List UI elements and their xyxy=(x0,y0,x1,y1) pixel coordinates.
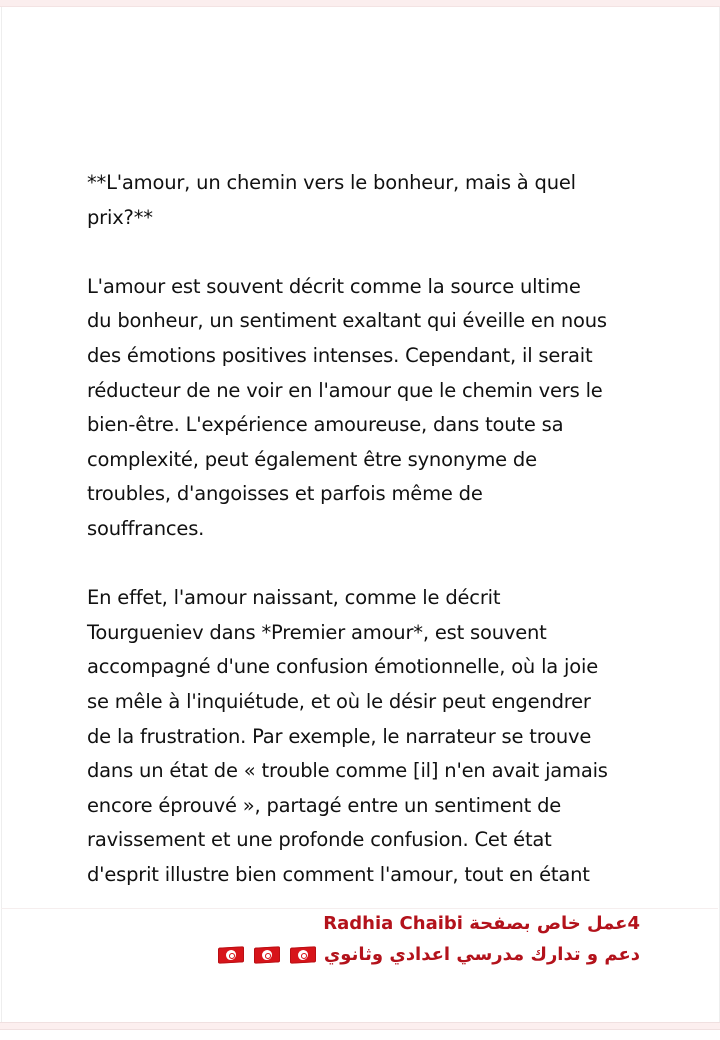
text-line: de la frustration. Par exemple, le narrateur se trouve xyxy=(87,724,592,748)
text-line: ravissement et une profonde confusion. Cet état xyxy=(87,828,552,852)
text-line: dans un état de « trouble comme [il] n'en avait jamais xyxy=(87,759,608,783)
essay-title xyxy=(87,166,667,235)
text-line: troubles, d'angoisses et parfois même de xyxy=(87,482,483,506)
document-body xyxy=(87,166,667,927)
footer-tagline-line xyxy=(180,939,640,971)
text-line: du bonheur, un sentiment exaltant qui éveille en nous xyxy=(87,309,607,333)
text-line: complexité, peut également être synonyme de xyxy=(87,447,537,471)
text-line: bien-être. L'expérience amoureuse, dans toute sa xyxy=(87,413,564,437)
tunisia-flag-icon xyxy=(218,946,244,963)
text-line: se mêle à l'inquiétude, et où le désir peut engendrer xyxy=(87,689,591,713)
text-line: des émotions positives intenses. Cependant, il serait xyxy=(87,343,593,367)
text-line: souffrances. xyxy=(87,516,205,540)
footer-arabic-tagline: دعم و تدارك مدرسي اعدادي وثانوي xyxy=(323,944,640,965)
page-footer-credit xyxy=(180,909,640,971)
tunisia-flag-icon xyxy=(290,946,316,963)
author-name: Radhia Chaibi xyxy=(323,913,463,934)
text-line: accompagné d'une confusion émotionnelle, où la joie xyxy=(87,655,599,679)
text-line: L'amour est souvent décrit comme la source ultime xyxy=(87,274,581,298)
text-line: d'esprit illustre bien comment l'amour, tout en étant xyxy=(87,862,590,886)
footer-arabic-credit: 4عمل خاص بصفحة xyxy=(469,913,640,934)
bottom-page-edge xyxy=(0,1022,720,1030)
text-line: En effet, l'amour naissant, comme le décrit xyxy=(87,586,501,610)
title-line: **L'amour, un chemin vers le bonheur, mais à quel xyxy=(87,171,576,194)
title-line: prix?** xyxy=(87,205,153,229)
top-page-edge xyxy=(0,0,720,7)
text-line: Tourgueniev dans *Premier amour*, est souvent xyxy=(87,620,547,644)
text-line: encore éprouvé », partagé entre un sentiment de xyxy=(87,793,562,817)
tunisia-flag-icon xyxy=(254,946,280,963)
paragraph-2 xyxy=(87,581,667,892)
footer-credit-line xyxy=(180,909,640,939)
paragraph-1 xyxy=(87,270,667,547)
text-line: réducteur de ne voir en l'amour que le chemin vers le xyxy=(87,378,603,402)
